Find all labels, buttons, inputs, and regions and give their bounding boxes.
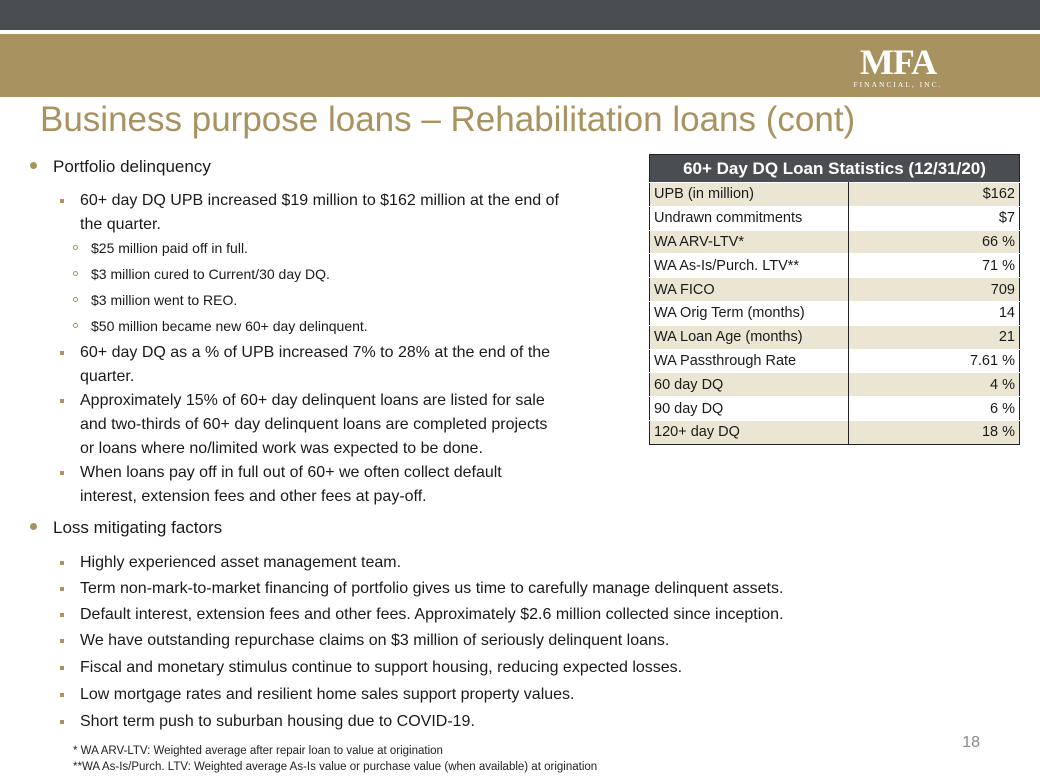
table-cell-value: 66 % (849, 230, 1020, 254)
list-item-line: 60+ day DQ UPB increased $19 million to $162 million at the end of (80, 192, 559, 209)
table-row (650, 254, 1020, 278)
list-item (60, 577, 783, 601)
table-cell-label: WA Orig Term (months) (650, 301, 849, 325)
list-item-line: interest, extension fees and other fees at pay-off. (80, 488, 427, 505)
list-item-line: or loans where no/limited work was expected to be done. (80, 440, 483, 457)
list-item-line: Default interest, extension fees and other fees. Approximately $2.6 million collected since inception. (80, 606, 784, 623)
table-row (650, 420, 1020, 444)
bullet-square-icon (60, 587, 64, 591)
table-cell-value: 7.61 % (849, 349, 1020, 373)
bullet-square-icon (60, 693, 64, 697)
table-cell-label: WA Loan Age (months) (650, 325, 849, 349)
table-cell-label: UPB (in million) (650, 183, 849, 207)
table-row (650, 301, 1020, 325)
list-item (60, 656, 682, 680)
top-bar (0, 0, 1040, 30)
table-row (650, 206, 1020, 230)
table-cell-value: 71 % (849, 254, 1020, 278)
list-item-line: Term non-mark-to-market financing of portfolio gives us time to carefully manage delinquent assets. (80, 580, 784, 597)
table-cell-label: WA Passthrough Rate (650, 349, 849, 373)
table-cell-value: 14 (849, 301, 1020, 325)
bullet-square-icon (60, 639, 64, 643)
bullet-square-icon (60, 351, 64, 355)
table-cell-value: 709 (849, 278, 1020, 302)
sub-list-item: $25 million paid off in full. (73, 238, 248, 258)
table-cell-label: Undrawn commitments (650, 206, 849, 230)
list-item (60, 603, 784, 627)
table-cell-label: 120+ day DQ (650, 420, 849, 444)
table-row (650, 230, 1020, 254)
bullet-square-icon (60, 720, 64, 724)
table-cell-value: 6 % (849, 397, 1020, 421)
list-item-line: quarter. (80, 368, 135, 385)
table-cell-label: WA ARV-LTV* (650, 230, 849, 254)
logo-mark: MFA (859, 42, 937, 82)
table-row (650, 397, 1020, 421)
table-row (650, 373, 1020, 397)
list-item-line: the quarter. (80, 216, 161, 233)
list-item (60, 629, 669, 653)
bullet-dot-icon (30, 523, 37, 530)
list-item-line: Fiscal and monetary stimulus continue to support housing, reducing expected losses. (80, 659, 683, 676)
list-item-line: Highly experienced asset management team. (80, 554, 402, 571)
section-heading-loss-mitigating-factors: Loss mitigating factors (30, 518, 222, 538)
bullet-square-icon (60, 471, 64, 475)
list-item (60, 683, 574, 707)
footnote: * WA ARV-LTV: Weighted average after repair loan to value at origination (73, 745, 443, 757)
table-cell-label: WA As-Is/Purch. LTV** (650, 254, 849, 278)
section-heading-portfolio-delinquency: Portfolio delinquency (30, 157, 211, 177)
table-row (650, 325, 1020, 349)
table-row (650, 183, 1020, 207)
table-cell-value: $7 (849, 206, 1020, 230)
list-item-line: and two-thirds of 60+ day delinquent loans are completed projects (80, 416, 548, 433)
table-cell-value: 4 % (849, 373, 1020, 397)
table-row (650, 278, 1020, 302)
list-item (60, 341, 620, 389)
list-item (60, 389, 620, 461)
list-item-line: We have outstanding repurchase claims on $3 million of seriously delinquent loans. (80, 632, 670, 649)
list-item-line: Low mortgage rates and resilient home sales support property values. (80, 686, 575, 703)
table-row (650, 349, 1020, 373)
page-title: Business purpose loans – Rehabilitation loans (cont) (40, 100, 856, 139)
table-title: 60+ Day DQ Loan Statistics (12/31/20) (650, 155, 1020, 183)
bullet-square-icon (60, 613, 64, 617)
list-item (60, 461, 620, 509)
sub-list-item: $50 million became new 60+ day delinquent. (73, 316, 368, 336)
list-item (60, 189, 620, 237)
bullet-square-icon (60, 666, 64, 670)
footnote: **WA As-Is/Purch. LTV: Weighted average As-Is value or purchase value (when available) at origination (73, 761, 598, 773)
table-cell-label: 90 day DQ (650, 397, 849, 421)
sub-list-item: $3 million went to REO. (73, 290, 237, 310)
table-cell-value: 21 (849, 325, 1020, 349)
bullet-square-icon (60, 561, 64, 565)
table-cell-value: $162 (849, 183, 1020, 207)
list-item-line: Short term push to suburban housing due to COVID-19. (80, 713, 475, 730)
table-cell-label: WA FICO (650, 278, 849, 302)
bullet-dot-icon (30, 162, 37, 169)
list-item (60, 710, 475, 734)
sub-list-item: $3 million cured to Current/30 day DQ. (73, 264, 330, 284)
bullet-circle-icon (73, 271, 78, 276)
bullet-square-icon (60, 199, 64, 203)
list-item-line: Approximately 15% of 60+ day delinquent loans are listed for sale (80, 392, 545, 409)
table-cell-label: 60 day DQ (650, 373, 849, 397)
table-cell-value: 18 % (849, 420, 1020, 444)
logo-subtext: FINANCIAL, INC. (853, 80, 943, 89)
dq-loan-statistics-table (649, 154, 1020, 445)
mfa-logo (848, 42, 948, 90)
page-number: 18 (962, 734, 980, 751)
list-item (60, 551, 401, 575)
bullet-square-icon (60, 399, 64, 403)
bullet-circle-icon (73, 323, 78, 328)
bullet-circle-icon (73, 297, 78, 302)
list-item-line: When loans pay off in full out of 60+ we often collect default (80, 464, 502, 481)
list-item-line: 60+ day DQ as a % of UPB increased 7% to 28% at the end of the (80, 344, 551, 361)
bullet-circle-icon (73, 245, 78, 250)
